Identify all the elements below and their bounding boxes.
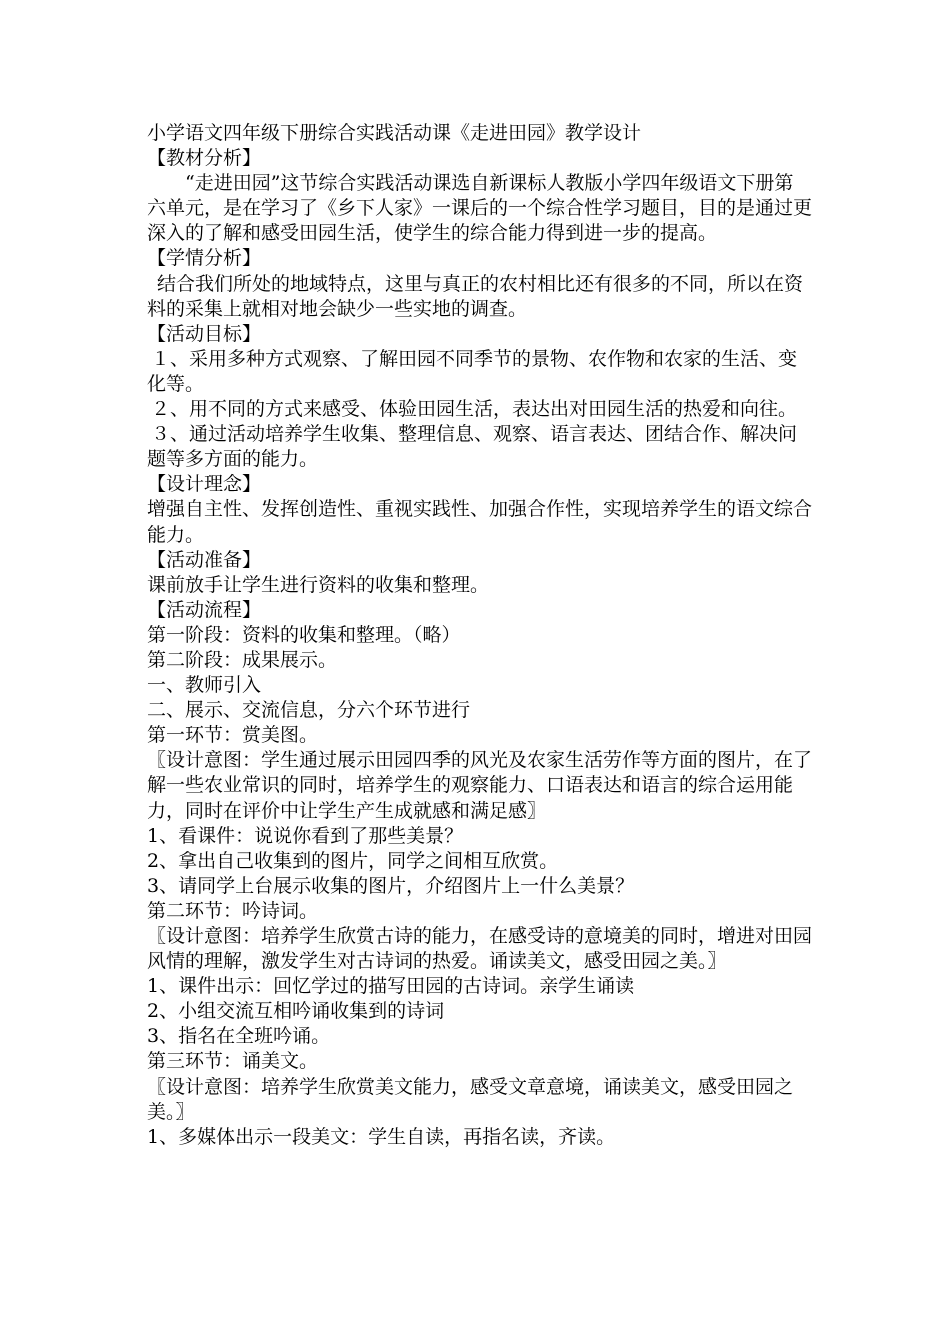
flow-line: 2、拿出自己收集到的图片，同学之间相互欣赏。	[147, 849, 559, 872]
flow-line: 3、请同学上台展示收集的图片，介绍图片上一什么美景？	[147, 874, 635, 897]
concept-heading: 【设计理念】	[147, 473, 262, 496]
flow-line: 一、教师引入	[147, 674, 262, 697]
prep-paragraph: 课前放手让学生进行资料的收集和整理。	[147, 573, 490, 596]
flow-line: 二、展示、交流信息，分六个环节进行	[147, 699, 471, 722]
design-intent-note: 〖设计意图：培养学生欣赏美文能力，感受文章意境，诵读美文，感受田园之美。〗	[147, 1075, 794, 1123]
flow-line: 1、看课件：说说你看到了那些美景？	[147, 824, 464, 847]
flow-line: 第二环节：吟诗词。	[147, 899, 319, 922]
concept-paragraph: 增强自主性、发挥创造性、重视实践性、加强合作性，实现培养学生的语文综合能力。	[147, 498, 813, 546]
design-intent-note: 〖设计意图：培养学生欣赏古诗的能力，在感受诗的意境美的同时，增进对田园风情的理解，激发学生对古诗词的热爱。诵读美文，感受田园之美。〗	[147, 925, 813, 973]
flow-line: 2、小组交流互相吟诵收集到的诗词	[147, 1000, 445, 1023]
flow-line: 3、指名在全班吟诵。	[147, 1025, 331, 1048]
flow-line: 第一阶段：资料的收集和整理。（略）	[147, 623, 461, 646]
goal-item: １、采用多种方式观察、了解田园不同季节的景物、农作物和农家的生活、变化等。	[147, 347, 798, 395]
students-paragraph: 结合我们所处的地域特点，这里与真正的农村相比还有很多的不同，所以在资料的采集上就相对地会缺少一些实地的调查。	[147, 272, 804, 320]
document-body	[147, 121, 812, 1150]
analysis-paragraph: “走进田园”这节综合实践活动课选自新课标人教版小学四年级语文下册第六单元，是在学习了《乡下人家》一课后的一个综合性学习题目，目的是通过更深入的了解和感受田园生活，使学生的综合能力得到进一步的提高。	[147, 172, 813, 245]
flow-line: 1、课件出示：回忆学过的描写田园的古诗词。亲学生诵读	[147, 975, 635, 998]
prep-heading: 【活动准备】	[147, 548, 262, 571]
flow-line: 1、多媒体出示一段美文：学生自读，再指名读，齐读。	[147, 1125, 616, 1148]
students-heading: 【学情分析】	[147, 247, 262, 270]
design-intent-note: 〖设计意图：学生通过展示田园四季的风光及农家生活劳作等方面的图片，在了解一些农业常识的同时，培养学生的观察能力、口语表达和语言的综合运用能力，同时在评价中让学生产生成就感和满足感〗	[147, 749, 813, 822]
flow-line: 第二阶段：成果展示。	[147, 648, 338, 671]
goal-item: ３、通过活动培养学生收集、整理信息、观察、语言表达、团结合作、解决问题等多方面的能力。	[147, 423, 798, 471]
flow-heading: 【活动流程】	[147, 598, 262, 621]
doc-title: 小学语文四年级下册综合实践活动课《走进田园》教学设计	[147, 122, 642, 144]
flow-line: 第三环节：诵美文。	[147, 1050, 319, 1073]
goals-heading: 【活动目标】	[147, 322, 262, 345]
goal-item: ２、用不同的方式来感受、体验田园生活，表达出对田园生活的热爱和向往。	[151, 398, 798, 421]
analysis-heading: 【教材分析】	[147, 147, 262, 170]
flow-line: 第一环节：赏美图。	[147, 724, 319, 747]
